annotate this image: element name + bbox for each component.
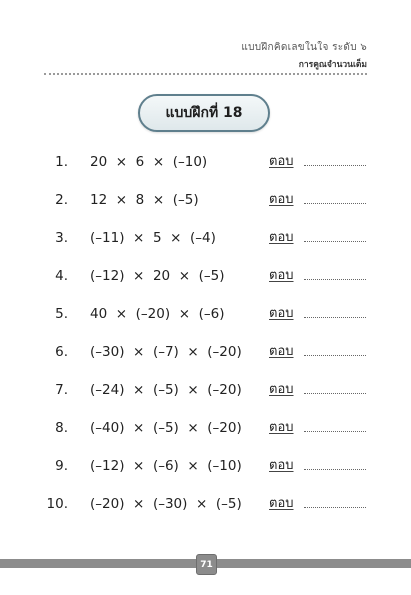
answer-blank[interactable] — [304, 241, 366, 242]
problem-expression: (–12) × 20 × (–5) — [90, 268, 225, 284]
problem-number: 7. — [55, 382, 68, 398]
answer-label: ตอบ — [269, 154, 294, 169]
problem-number: 4. — [55, 268, 68, 284]
page-number: 71 — [200, 559, 213, 570]
problem-number: 6. — [55, 344, 68, 360]
problem-row — [0, 380, 411, 400]
answer-label: ตอบ — [269, 306, 294, 321]
problem-expression: (–24) × (–5) × (–20) — [90, 382, 242, 398]
problem-number: 10. — [46, 496, 68, 512]
answer-label: ตอบ — [269, 344, 294, 359]
problem-expression: (–30) × (–7) × (–20) — [90, 344, 242, 360]
problem-expression: 20 × 6 × (–10) — [90, 154, 208, 170]
answer-blank[interactable] — [304, 203, 366, 204]
book-title: แบบฝึกคิดเลขในใจ ระดับ ๖ — [241, 42, 367, 53]
answer-blank[interactable] — [304, 507, 366, 508]
problem-row — [0, 342, 411, 362]
answer-label: ตอบ — [269, 458, 294, 473]
section-title: การคูณจำนวนเต็ม — [298, 60, 367, 70]
problem-number: 5. — [55, 306, 68, 322]
answer-label: ตอบ — [269, 230, 294, 245]
problem-number: 8. — [55, 420, 68, 436]
problem-expression: (–12) × (–6) × (–10) — [90, 458, 242, 474]
problem-number: 1. — [55, 154, 68, 170]
answer-blank[interactable] — [304, 317, 366, 318]
answer-blank[interactable] — [304, 393, 366, 394]
problem-number: 3. — [55, 230, 68, 246]
problem-expression: (–40) × (–5) × (–20) — [90, 420, 242, 436]
answer-blank[interactable] — [304, 431, 366, 432]
problem-expression: (–20) × (–30) × (–5) — [90, 496, 242, 512]
exercise-title-badge — [138, 94, 270, 132]
answer-label: ตอบ — [269, 268, 294, 283]
problem-expression: 40 × (–20) × (–6) — [90, 306, 225, 322]
problem-row — [0, 190, 411, 210]
problem-row — [0, 418, 411, 438]
answer-blank[interactable] — [304, 165, 366, 166]
answer-blank[interactable] — [304, 469, 366, 470]
problem-number: 9. — [55, 458, 68, 474]
answer-blank[interactable] — [304, 279, 366, 280]
problem-row — [0, 228, 411, 248]
answer-label: ตอบ — [269, 420, 294, 435]
answer-blank[interactable] — [304, 355, 366, 356]
problem-row — [0, 456, 411, 476]
answer-label: ตอบ — [269, 496, 294, 511]
problem-row — [0, 152, 411, 172]
problem-row — [0, 266, 411, 286]
answer-label: ตอบ — [269, 382, 294, 397]
exercise-title: แบบฝึกที่ 18 — [165, 105, 243, 121]
problem-expression: 12 × 8 × (–5) — [90, 192, 199, 208]
problem-number: 2. — [55, 192, 68, 208]
problem-row — [0, 494, 411, 514]
page-number-badge — [196, 554, 217, 575]
dotted-divider — [44, 73, 367, 75]
problem-expression: (–11) × 5 × (–4) — [90, 230, 216, 246]
answer-label: ตอบ — [269, 192, 294, 207]
problem-row — [0, 304, 411, 324]
